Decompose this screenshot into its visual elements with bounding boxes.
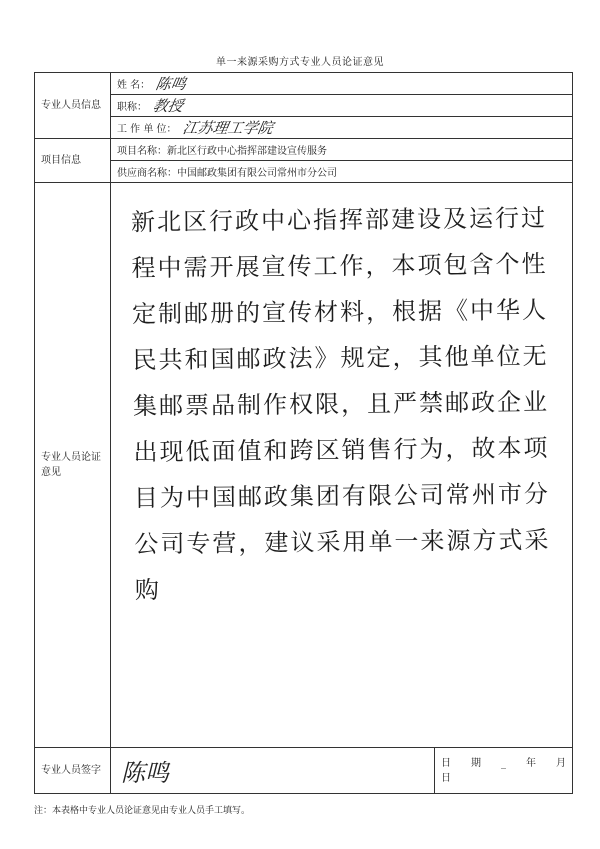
supplier-name-field: 供应商名称：中国邮政集团有限公司常州市分公司 <box>111 161 573 183</box>
opinion-handwritten: 新北区行政中心指挥部建设及运行过程中需开展宣传工作，本项包含个性定制邮册的宣传材料，根据《中华人民共和国邮政法》规定，其他单位无集邮票品制作权限，且严禁邮政企业出现低面值和跨区销售行为，故本项目为中国邮政集团有限公司常州市分公司专营，建议采用单一来源方式采购 <box>130 203 551 605</box>
name-label: 姓 名： <box>117 80 151 91</box>
title-handwritten: 教授 <box>151 97 185 115</box>
name-field <box>111 73 573 95</box>
employer-field <box>111 117 573 139</box>
project-name-field: 项目名称：新北区行政中心指挥部建设宣传服务 <box>111 139 573 161</box>
title-label: 职称： <box>117 102 147 113</box>
date-label-day: 日 <box>440 757 451 769</box>
date-label-month: 月 <box>555 757 566 769</box>
date-label-year: 年 <box>525 757 536 769</box>
signature-handwritten: 陈鸣 <box>121 759 169 787</box>
signature-area <box>111 748 435 794</box>
date-label-day2: 日 <box>440 772 451 784</box>
expert-info-section-label: 专业人员信息 <box>35 73 111 139</box>
project-info-section-label: 项目信息 <box>35 139 111 183</box>
date-underscore: _ <box>500 757 506 769</box>
document-title: 单一来源采购方式专业人员论证意见 <box>216 57 384 68</box>
employer-label: 工 作 单 位： <box>117 124 177 135</box>
opinion-area <box>111 183 573 748</box>
opinion-form <box>34 72 573 794</box>
title-field <box>111 95 573 117</box>
footer-note: 注：本表格中专业人员论证意见由专业人员手工填写。 <box>34 806 251 816</box>
date-area <box>434 748 572 794</box>
name-handwritten: 陈鸣 <box>154 75 188 93</box>
signature-section-label: 专业人员签字 <box>35 748 111 794</box>
employer-handwritten: 江苏理工学院 <box>180 119 275 137</box>
opinion-section-label: 专业人员论证意见 <box>35 183 111 748</box>
date-label-period: 期 <box>470 757 481 769</box>
